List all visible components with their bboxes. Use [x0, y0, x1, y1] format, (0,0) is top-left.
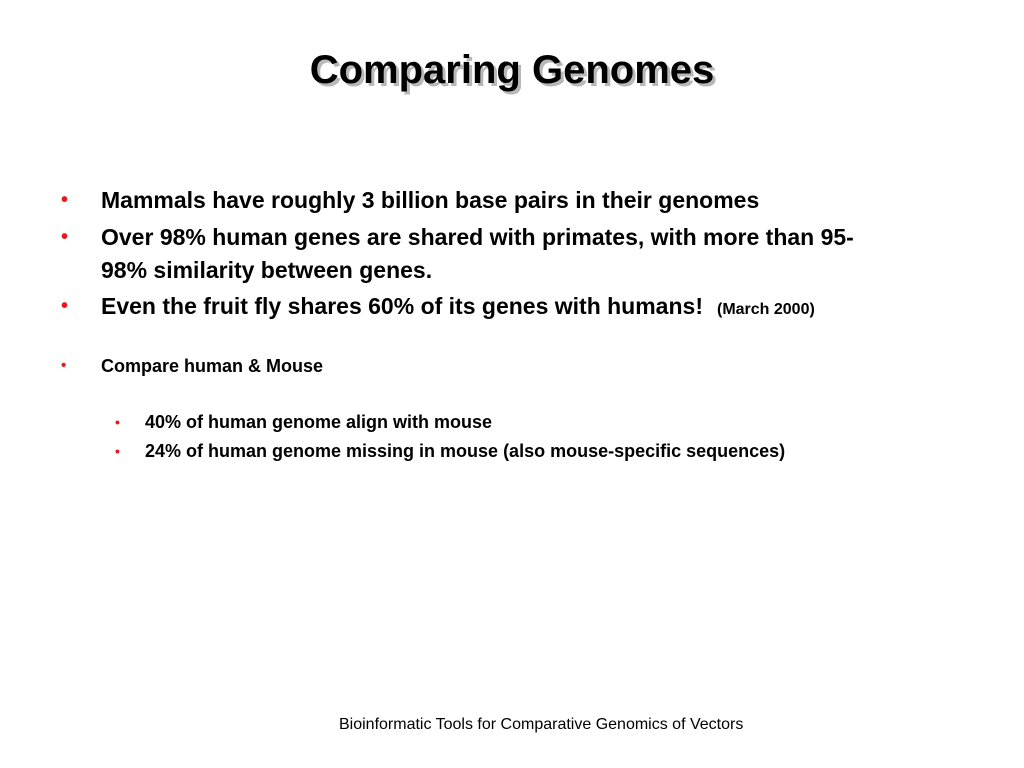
- bullet-marker: •: [115, 443, 120, 459]
- slide-title: Comparing Genomes: [309, 48, 715, 92]
- bullet-marker: •: [61, 226, 69, 248]
- bullet-note: (March 2000): [716, 301, 815, 318]
- bullet-marker: •: [61, 295, 69, 317]
- sub-bullet-text: 24% of human genome missing in mouse (also mouse-specific sequences): [145, 441, 786, 461]
- bullet-text: Mammals have roughly 3 billion base pairs in their genomes: [101, 187, 760, 213]
- bullet-marker: •: [115, 414, 120, 430]
- bullet-marker: •: [61, 189, 69, 211]
- bullet-item: [61, 290, 815, 326]
- bullet-text: Even the fruit fly shares 60% of its genes with humans!: [101, 293, 703, 319]
- bullet-item: [61, 184, 760, 217]
- bullet-item: [61, 221, 951, 287]
- sub-bullet-item: [115, 437, 786, 466]
- bullet-text-line: 98% similarity between genes.: [101, 257, 433, 283]
- bullet-text: Compare human & Mouse: [101, 356, 324, 376]
- bullet-marker: •: [61, 357, 67, 374]
- bullet-text-line: Over 98% human genes are shared with primates, with more than 95-: [101, 224, 854, 250]
- bullet-item: [61, 353, 324, 379]
- sub-bullet-item: [115, 408, 493, 437]
- sub-bullet-text: 40% of human genome align with mouse: [145, 412, 493, 432]
- slide-footer: Bioinformatic Tools for Comparative Genomics of Vectors: [339, 716, 744, 733]
